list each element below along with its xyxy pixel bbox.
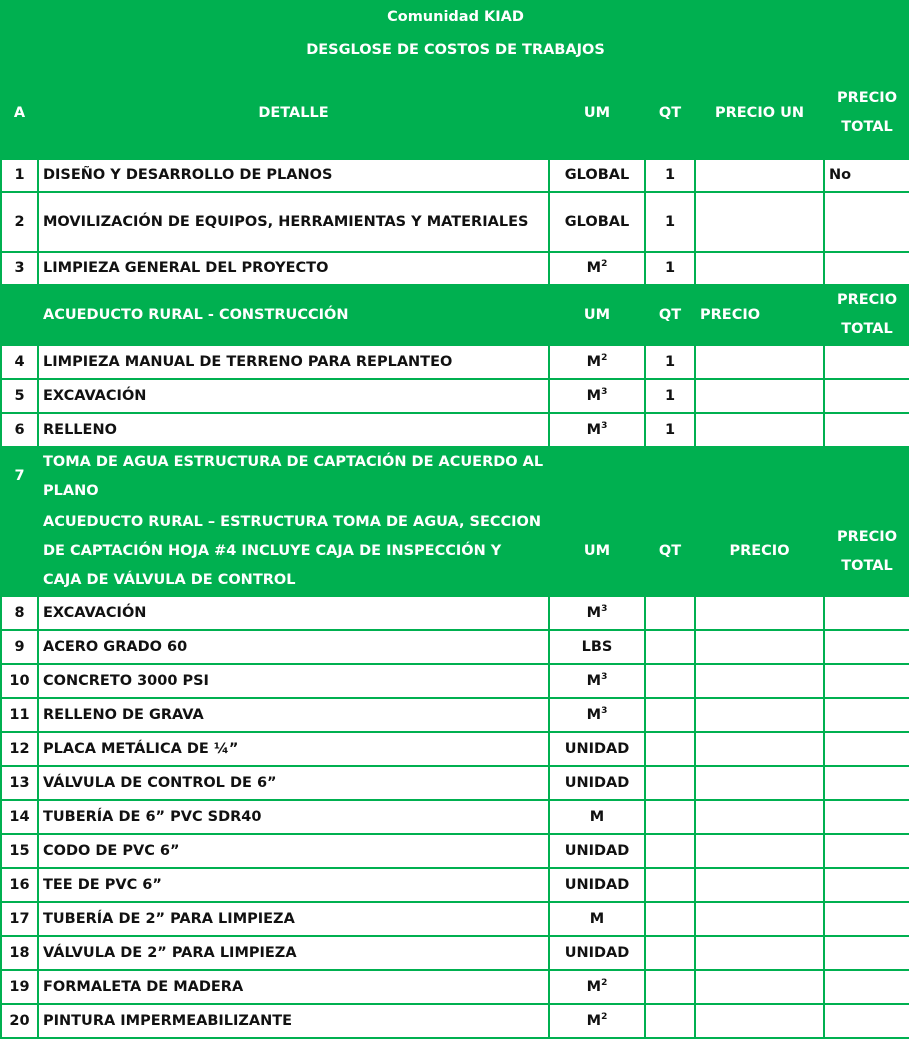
title-row bbox=[1, 1, 909, 34]
row-total bbox=[824, 630, 909, 664]
row-um-text: M bbox=[586, 387, 602, 404]
row-qt bbox=[645, 664, 695, 698]
row-total bbox=[824, 664, 909, 698]
row-precio bbox=[695, 732, 824, 766]
row-qt bbox=[645, 766, 695, 800]
row-qt bbox=[645, 345, 695, 379]
row-total bbox=[824, 732, 909, 766]
row-detalle bbox=[38, 970, 549, 1004]
row-detalle bbox=[38, 192, 549, 252]
row-total bbox=[824, 379, 909, 413]
row-number bbox=[1, 379, 38, 413]
row-detalle-text: TUBERÍA DE 2” PARA LIMPIEZA bbox=[43, 910, 295, 927]
section-2-body bbox=[1, 345, 909, 447]
section-2-qt: QT bbox=[645, 285, 695, 345]
row-total bbox=[824, 252, 909, 285]
row-precio bbox=[695, 698, 824, 732]
row-number bbox=[1, 834, 38, 868]
section-3-precio-total: PRECIO TOTAL bbox=[824, 507, 909, 596]
row-qt bbox=[645, 834, 695, 868]
row-number bbox=[1, 766, 38, 800]
row-detalle-text: DISEÑO Y DESARROLLO DE PLANOS bbox=[43, 167, 333, 183]
subtitle-row bbox=[1, 34, 909, 67]
row-um-text: M bbox=[589, 808, 605, 825]
row-number bbox=[1, 596, 38, 630]
row-detalle-text: VÁLVULA DE 2” PARA LIMPIEZA bbox=[43, 944, 297, 961]
row-um bbox=[549, 159, 645, 192]
row-um bbox=[549, 596, 645, 630]
row-precio bbox=[695, 413, 824, 447]
row-total bbox=[824, 800, 909, 834]
row-um bbox=[549, 766, 645, 800]
row-um-text: M bbox=[586, 353, 602, 370]
row-qt bbox=[645, 252, 695, 285]
row-qt bbox=[645, 192, 695, 252]
table-row bbox=[1, 159, 909, 192]
row-qt-text: 1 bbox=[664, 167, 676, 183]
row-um-text: UNIDAD bbox=[564, 842, 630, 859]
document-subtitle: DESGLOSE DE COSTOS DE TRABAJOS bbox=[1, 34, 909, 67]
row-qt bbox=[645, 868, 695, 902]
row-detalle bbox=[38, 596, 549, 630]
row-detalle-text: EXCAVACIÓN bbox=[43, 604, 147, 621]
row-um bbox=[549, 732, 645, 766]
row-total bbox=[824, 698, 909, 732]
row-um-text: M bbox=[586, 1012, 602, 1029]
row-precio bbox=[695, 766, 824, 800]
row-detalle-text: PINTURA IMPERMEABILIZANTE bbox=[43, 1012, 293, 1029]
row-um-text: GLOBAL bbox=[564, 213, 630, 230]
table-row bbox=[1, 698, 909, 732]
row-um bbox=[549, 630, 645, 664]
row-detalle-text: LIMPIEZA MANUAL DE TERRENO PARA REPLANTEO bbox=[43, 353, 453, 370]
row-precio bbox=[695, 1004, 824, 1038]
section-2-um: UM bbox=[549, 285, 645, 345]
row-um-exponent: 2 bbox=[601, 1011, 608, 1022]
row-detalle-text: PLACA METÁLICA DE ¼” bbox=[43, 740, 239, 757]
row-um-exponent: 2 bbox=[601, 977, 608, 988]
row-number-text: 20 bbox=[9, 1012, 30, 1029]
row-number bbox=[1, 1004, 38, 1038]
row-detalle-text: CONCRETO 3000 PSI bbox=[43, 672, 209, 689]
table-row bbox=[1, 732, 909, 766]
table-row bbox=[1, 596, 909, 630]
row-detalle-text: TUBERÍA DE 6” PVC SDR40 bbox=[43, 808, 262, 825]
section-2-header-row bbox=[1, 285, 909, 345]
row-number bbox=[1, 868, 38, 902]
row-detalle-text: EXCAVACIÓN bbox=[43, 387, 147, 404]
row-detalle-text: TEE DE PVC 6” bbox=[43, 876, 162, 893]
row-number-text: 16 bbox=[9, 876, 30, 893]
table-row bbox=[1, 630, 909, 664]
row-precio bbox=[695, 834, 824, 868]
row-um-exponent: 3 bbox=[601, 603, 608, 614]
row-um bbox=[549, 192, 645, 252]
table-row bbox=[1, 413, 909, 447]
row-detalle bbox=[38, 345, 549, 379]
table-row bbox=[1, 192, 909, 252]
row-total bbox=[824, 902, 909, 936]
section-3-line2: ACUEDUCTO RURAL – ESTRUCTURA TOMA DE AGUA, SECCION DE CAPTACIÓN HOJA #4 INCLUYE CAJA DE INSPECCIÓN Y CAJA DE VÁLVULA DE CONTROL bbox=[38, 507, 549, 596]
header-col-precio-un: PRECIO UN bbox=[695, 67, 824, 159]
table-row bbox=[1, 1004, 909, 1038]
row-um-exponent: 2 bbox=[601, 259, 608, 269]
row-um-text: M bbox=[586, 260, 602, 276]
row-number bbox=[1, 698, 38, 732]
header-col-precio-total: PRECIO TOTAL bbox=[824, 67, 909, 159]
row-qt bbox=[645, 1004, 695, 1038]
row-number-text: 9 bbox=[14, 638, 25, 655]
row-qt bbox=[645, 800, 695, 834]
row-um-text: M bbox=[589, 910, 605, 927]
section-3-body bbox=[1, 596, 909, 1038]
row-number bbox=[1, 970, 38, 1004]
section-2-precio: PRECIO bbox=[695, 285, 824, 345]
column-header-row bbox=[1, 67, 909, 159]
row-um bbox=[549, 698, 645, 732]
row-number-text: 19 bbox=[9, 978, 30, 995]
row-um-text: LBS bbox=[581, 638, 613, 655]
row-qt bbox=[645, 970, 695, 1004]
row-number-text: 8 bbox=[14, 604, 25, 621]
row-um-exponent: 3 bbox=[601, 420, 608, 431]
row-um-exponent: 3 bbox=[601, 705, 608, 716]
row-detalle bbox=[38, 902, 549, 936]
row-total bbox=[824, 936, 909, 970]
section-3-qt: QT bbox=[645, 507, 695, 596]
row-qt bbox=[645, 596, 695, 630]
row-qt bbox=[645, 902, 695, 936]
row-um bbox=[549, 868, 645, 902]
row-number-text: 15 bbox=[9, 842, 30, 859]
table-row bbox=[1, 902, 909, 936]
row-qt bbox=[645, 698, 695, 732]
row-um bbox=[549, 834, 645, 868]
row-detalle-text: FORMALETA DE MADERA bbox=[43, 978, 244, 995]
row-detalle-text: ACERO GRADO 60 bbox=[43, 638, 188, 655]
row-precio bbox=[695, 664, 824, 698]
row-qt bbox=[645, 159, 695, 192]
section-3-um: UM bbox=[549, 507, 645, 596]
row-um-text: M bbox=[586, 604, 602, 621]
row-detalle bbox=[38, 159, 549, 192]
row-precio bbox=[695, 800, 824, 834]
row-number-text: 1 bbox=[14, 167, 25, 183]
row-total bbox=[824, 413, 909, 447]
row-qt-text: 1 bbox=[664, 353, 676, 370]
row-precio bbox=[695, 902, 824, 936]
row-um-text: UNIDAD bbox=[564, 944, 630, 961]
row-detalle bbox=[38, 664, 549, 698]
row-number-text: 6 bbox=[14, 421, 25, 438]
row-um bbox=[549, 936, 645, 970]
row-detalle bbox=[38, 379, 549, 413]
row-detalle bbox=[38, 1004, 549, 1038]
row-detalle bbox=[38, 252, 549, 285]
row-um-exponent: 3 bbox=[601, 386, 608, 397]
row-number bbox=[1, 192, 38, 252]
header-col-detalle: DETALLE bbox=[38, 67, 549, 159]
row-total bbox=[824, 868, 909, 902]
row-number bbox=[1, 159, 38, 192]
row-total bbox=[824, 345, 909, 379]
row-precio bbox=[695, 868, 824, 902]
row-number-text: 2 bbox=[14, 213, 25, 230]
row-number-text: 12 bbox=[9, 740, 30, 757]
row-total bbox=[824, 159, 909, 192]
section-3-title-row bbox=[1, 447, 909, 507]
row-precio bbox=[695, 379, 824, 413]
row-number bbox=[1, 664, 38, 698]
row-precio bbox=[695, 970, 824, 1004]
row-detalle bbox=[38, 732, 549, 766]
row-number-text: 13 bbox=[9, 774, 30, 791]
row-um-text: M bbox=[586, 978, 602, 995]
row-detalle bbox=[38, 766, 549, 800]
row-detalle bbox=[38, 868, 549, 902]
table-row bbox=[1, 970, 909, 1004]
row-um-text: UNIDAD bbox=[564, 740, 630, 757]
row-qt-text: 1 bbox=[664, 260, 676, 276]
row-um-text: M bbox=[586, 421, 602, 438]
header-col-a: A bbox=[1, 67, 38, 159]
row-number bbox=[1, 345, 38, 379]
row-number-text: 18 bbox=[9, 944, 30, 961]
row-qt bbox=[645, 936, 695, 970]
row-um-text: UNIDAD bbox=[564, 876, 630, 893]
row-qt-text: 1 bbox=[664, 387, 676, 404]
section-3-number: 7 bbox=[1, 447, 38, 596]
row-detalle bbox=[38, 413, 549, 447]
row-um-text: M bbox=[586, 672, 602, 689]
row-um-exponent: 3 bbox=[601, 671, 608, 682]
section-3-precio: PRECIO bbox=[695, 507, 824, 596]
row-qt bbox=[645, 413, 695, 447]
row-um-text: M bbox=[586, 706, 602, 723]
table-row bbox=[1, 345, 909, 379]
table-row bbox=[1, 252, 909, 285]
row-number bbox=[1, 936, 38, 970]
row-precio bbox=[695, 596, 824, 630]
row-qt-text: 1 bbox=[664, 213, 676, 230]
row-number bbox=[1, 252, 38, 285]
row-number bbox=[1, 413, 38, 447]
table-row bbox=[1, 834, 909, 868]
row-detalle bbox=[38, 630, 549, 664]
row-total bbox=[824, 970, 909, 1004]
row-detalle bbox=[38, 800, 549, 834]
row-total bbox=[824, 766, 909, 800]
table-row bbox=[1, 868, 909, 902]
row-precio bbox=[695, 192, 824, 252]
row-precio bbox=[695, 252, 824, 285]
table-row bbox=[1, 379, 909, 413]
row-detalle-text: VÁLVULA DE CONTROL DE 6” bbox=[43, 774, 277, 791]
row-um bbox=[549, 1004, 645, 1038]
row-detalle-text: MOVILIZACIÓN DE EQUIPOS, HERRAMIENTAS Y MATERIALES bbox=[43, 213, 529, 230]
row-number bbox=[1, 630, 38, 664]
row-um bbox=[549, 902, 645, 936]
table-row bbox=[1, 766, 909, 800]
table-row bbox=[1, 800, 909, 834]
row-number bbox=[1, 902, 38, 936]
row-detalle-text: LIMPIEZA GENERAL DEL PROYECTO bbox=[43, 260, 329, 276]
section-2-title: ACUEDUCTO RURAL - CONSTRUCCIÓN bbox=[38, 285, 549, 345]
row-precio bbox=[695, 936, 824, 970]
section-2-precio-total: PRECIO TOTAL bbox=[824, 285, 909, 345]
header-col-um: UM bbox=[549, 67, 645, 159]
row-precio bbox=[695, 630, 824, 664]
row-um bbox=[549, 800, 645, 834]
row-detalle-text: RELLENO bbox=[43, 421, 117, 438]
row-number-text: 5 bbox=[14, 387, 25, 404]
row-number-text: 10 bbox=[9, 672, 30, 689]
row-number bbox=[1, 732, 38, 766]
row-um-text: UNIDAD bbox=[564, 774, 630, 791]
row-detalle bbox=[38, 834, 549, 868]
row-um-exponent: 2 bbox=[601, 352, 608, 363]
row-qt-text: 1 bbox=[664, 421, 676, 438]
row-um bbox=[549, 970, 645, 1004]
row-detalle-text: CODO DE PVC 6” bbox=[43, 842, 180, 859]
row-um bbox=[549, 664, 645, 698]
row-detalle bbox=[38, 936, 549, 970]
row-um bbox=[549, 252, 645, 285]
row-detalle-text: RELLENO DE GRAVA bbox=[43, 706, 204, 723]
row-number-text: 17 bbox=[9, 910, 30, 927]
section-3-line1: TOMA DE AGUA ESTRUCTURA DE CAPTACIÓN DE ACUERDO AL PLANO bbox=[38, 447, 549, 507]
row-total bbox=[824, 192, 909, 252]
row-um bbox=[549, 345, 645, 379]
row-qt bbox=[645, 630, 695, 664]
section-3-header-row bbox=[1, 507, 909, 596]
row-number-text: 11 bbox=[9, 706, 30, 723]
row-qt bbox=[645, 379, 695, 413]
row-total-text: No bbox=[829, 167, 852, 183]
table-row bbox=[1, 664, 909, 698]
row-total bbox=[824, 1004, 909, 1038]
document-title: Comunidad KIAD bbox=[1, 1, 909, 34]
row-um bbox=[549, 413, 645, 447]
row-total bbox=[824, 834, 909, 868]
section-1-body bbox=[1, 159, 909, 285]
row-precio bbox=[695, 159, 824, 192]
row-qt bbox=[645, 732, 695, 766]
row-number-text: 14 bbox=[9, 808, 30, 825]
row-precio bbox=[695, 345, 824, 379]
row-number-text: 4 bbox=[14, 353, 25, 370]
row-number-text: 3 bbox=[14, 260, 25, 276]
row-number bbox=[1, 800, 38, 834]
table-row bbox=[1, 936, 909, 970]
row-um-text: GLOBAL bbox=[564, 167, 630, 183]
row-detalle bbox=[38, 698, 549, 732]
header-col-qt: QT bbox=[645, 67, 695, 159]
row-total bbox=[824, 596, 909, 630]
row-um bbox=[549, 379, 645, 413]
